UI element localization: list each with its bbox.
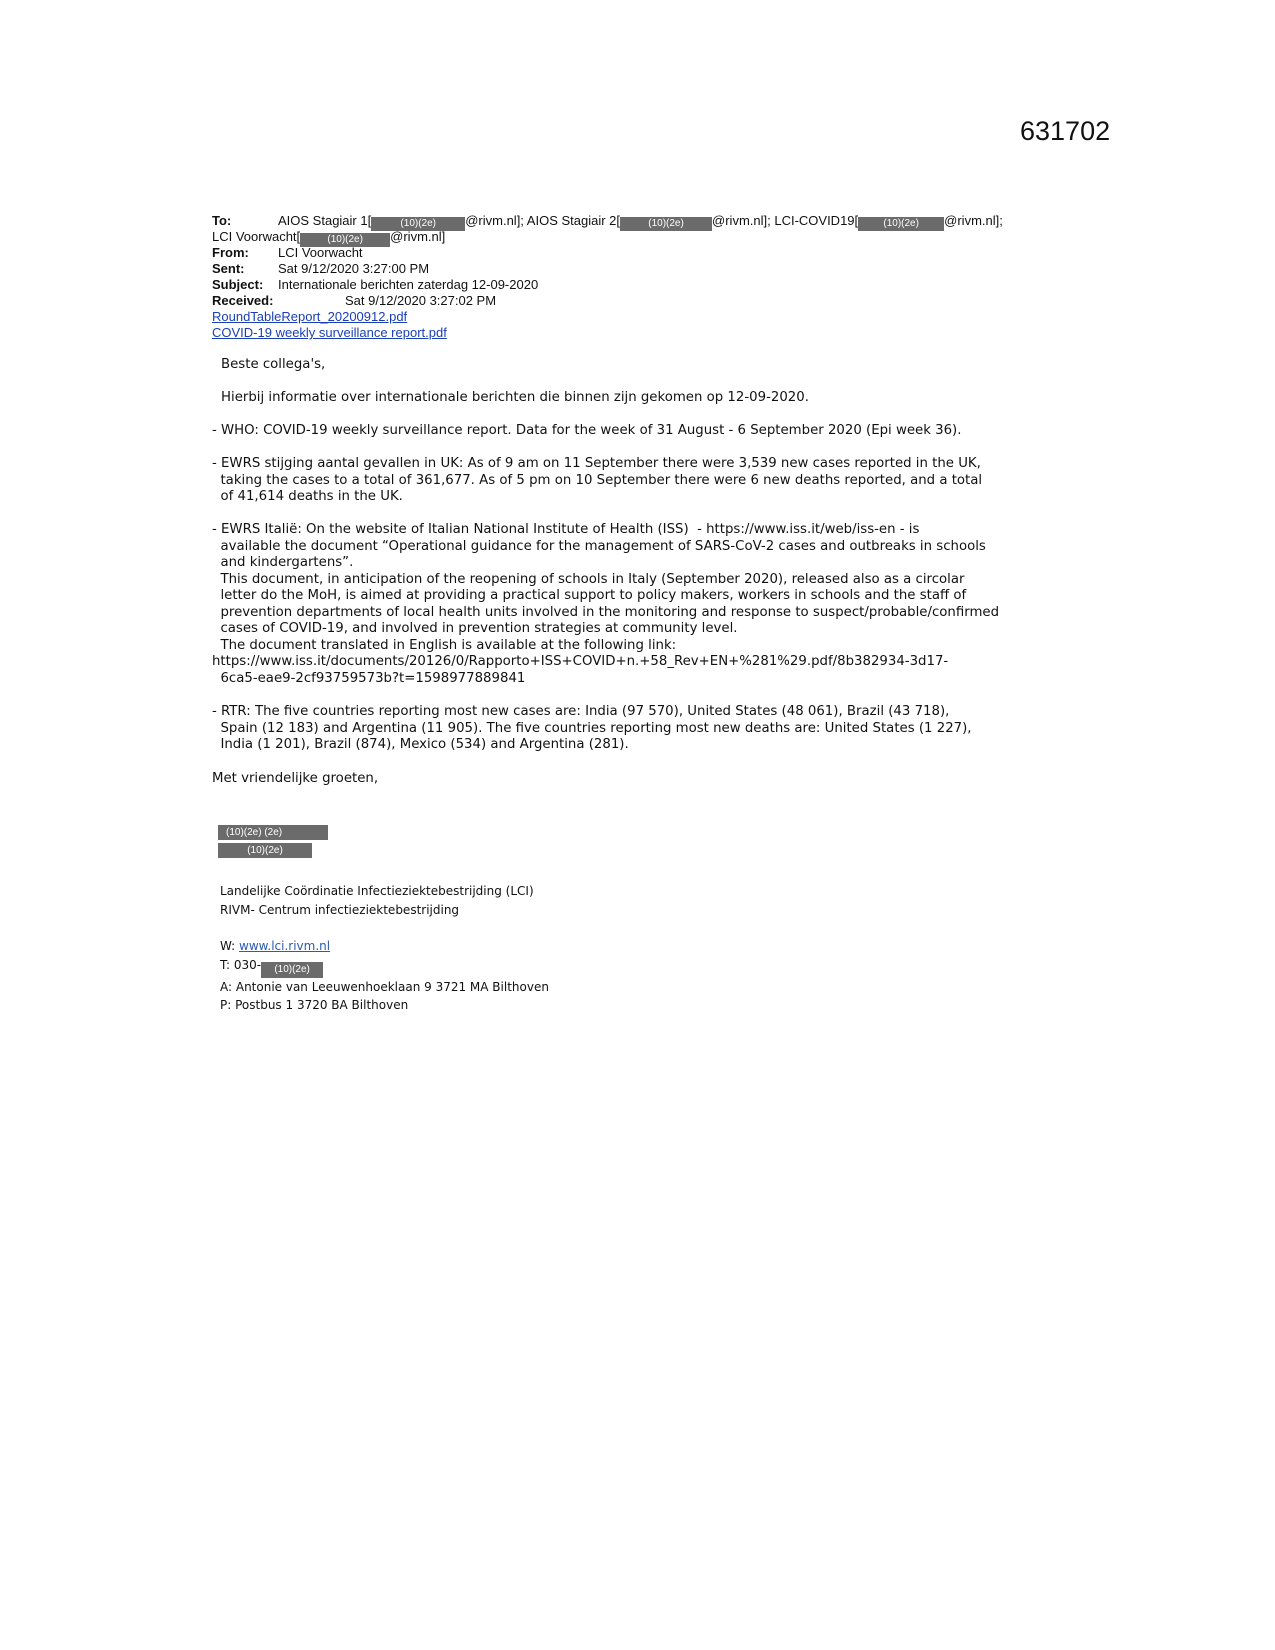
redaction-box: (10)(2e): [300, 233, 390, 247]
to-recipient-1: AIOS Stagiair 1[: [278, 213, 372, 228]
rtr-line: India (1 201), Brazil (874), Mexico (534) and Argentina (281).: [212, 737, 629, 752]
subject-value: Internationale berichten zaterdag 12-09-2020: [278, 277, 539, 292]
redaction-box: (10)(2e): [218, 843, 312, 858]
ewrs-it-line: and kindergartens”.: [212, 555, 354, 570]
closing: Met vriendelijke groeten,: [212, 771, 379, 786]
received-row: [212, 293, 1082, 309]
ewrs-uk-line: taking the cases to a total of 361,677. As of 5 pm on 10 September there were 6 new deaths reported, and a total: [212, 472, 983, 488]
signature-spacer: [220, 919, 549, 937]
ewrs-it-line: - EWRS Italië: On the website of Italian National Institute of Health (ISS) - https://www.iss.it/web/iss-en - is: [212, 522, 920, 537]
ewrs-it-line: The document translated in English is available at the following link:: [212, 637, 677, 653]
ewrs-it-line: available the document “Operational guidance for the management of SARS-CoV-2 cases and outbreaks in schools: [212, 538, 986, 554]
signature-tel-row: [220, 956, 549, 978]
email-header: [212, 213, 1082, 341]
subject-row: [212, 277, 1082, 293]
to-row: [212, 213, 1082, 229]
intro-paragraph: Hierbij informatie over internationale berichten die binnen zijn gekomen op 12-09-2020.: [221, 390, 809, 405]
web-prefix: W:: [220, 939, 240, 953]
signature-org: Landelijke Coördinatie Infectieziektebestrijding (LCI): [220, 884, 534, 898]
redaction-box: (10)(2e): [261, 962, 323, 978]
ewrs-it-line: cases of COVID-19, and involved in prevention strategies at community level.: [212, 621, 738, 636]
from-row: [212, 245, 1082, 261]
rtr-line: Spain (12 183) and Argentina (11 905). The five countries reporting most new deaths are: United States (1 227),: [212, 720, 972, 736]
attachment-link[interactable]: RoundTableReport_20200912.pdf: [212, 309, 408, 324]
rtr-line: - RTR: The five countries reporting most new cases are: India (97 570), United States (48 061), Brazil (43 718),: [212, 704, 950, 719]
redaction-box: (10)(2e) (2e): [218, 825, 328, 840]
ewrs-it-url-line: https://www.iss.it/documents/20126/0/Rapporto+ISS+COVID+n.+58_Rev+EN+%281%29.pdf/8b382934-3d17-: [212, 654, 949, 669]
to-recipient-end: @rivm.nl];: [944, 213, 1003, 228]
ewrs-it-line: letter do the MoH, is aimed at providing a practical support to policy makers, workers in schools and the staff of: [212, 588, 967, 603]
received-value: Sat 9/12/2020 3:27:02 PM: [345, 293, 497, 308]
ewrs-it-line: This document, in anticipation of the reopening of schools in Italy (September 2020), released also as a circolar: [212, 571, 965, 587]
to-recipient-4-end: @rivm.nl]: [390, 229, 446, 244]
ewrs-uk-line: of 41,614 deaths in the UK.: [212, 489, 403, 504]
sent-label: Sent:: [212, 261, 245, 276]
ewrs-it-url-line: 6ca5-eae9-2cf93759573b?t=1598977889841: [212, 670, 526, 686]
to-recipient-3: @rivm.nl]; LCI-COVID19[: [712, 213, 859, 228]
to-recipient-2: @rivm.nl]; AIOS Stagiair 2[: [465, 213, 621, 228]
signature-block: [220, 882, 549, 1015]
to-row-continued: [212, 229, 1082, 245]
from-label: From:: [212, 245, 249, 260]
attachment-link[interactable]: COVID-19 weekly surveillance report.pdf: [212, 325, 447, 340]
who-item: - WHO: COVID-19 weekly surveillance report. Data for the week of 31 August - 6 September 2020 (Epi week 36).: [212, 423, 962, 438]
redaction-box: (10)(2e): [858, 217, 944, 231]
sent-value: Sat 9/12/2020 3:27:00 PM: [278, 261, 430, 276]
to-recipient-4: LCI Voorwacht[: [212, 229, 301, 244]
received-label: Received:: [212, 293, 274, 308]
ewrs-it-line: prevention departments of local health units involved in the monitoring and response to suspect/probable/confirmed: [212, 604, 1000, 620]
greeting: Beste collega's,: [221, 357, 326, 372]
document-number: 631702: [1020, 116, 1111, 146]
signature-org-sub: RIVM- Centrum infectieziektebestrijding: [220, 902, 460, 917]
signature-web-row: [220, 937, 549, 956]
subject-label: Subject:: [212, 277, 264, 292]
signature-address: A: Antonie van Leeuwenhoeklaan 9 3721 MA Bilthoven: [220, 979, 549, 994]
tel-prefix: T: 030-: [220, 957, 262, 972]
signature-postbus: P: Postbus 1 3720 BA Bilthoven: [220, 998, 409, 1012]
sent-row: [212, 261, 1082, 277]
web-link[interactable]: www.lci.rivm.nl: [239, 939, 331, 953]
redaction-box: (10)(2e): [620, 217, 712, 231]
redaction-box: (10)(2e): [371, 217, 465, 231]
ewrs-uk-line: - EWRS stijging aantal gevallen in UK: As of 9 am on 11 September there were 3,539 new cases reported in the UK,: [212, 456, 981, 471]
to-label: To:: [212, 213, 232, 228]
from-value: LCI Voorwacht: [278, 245, 363, 260]
